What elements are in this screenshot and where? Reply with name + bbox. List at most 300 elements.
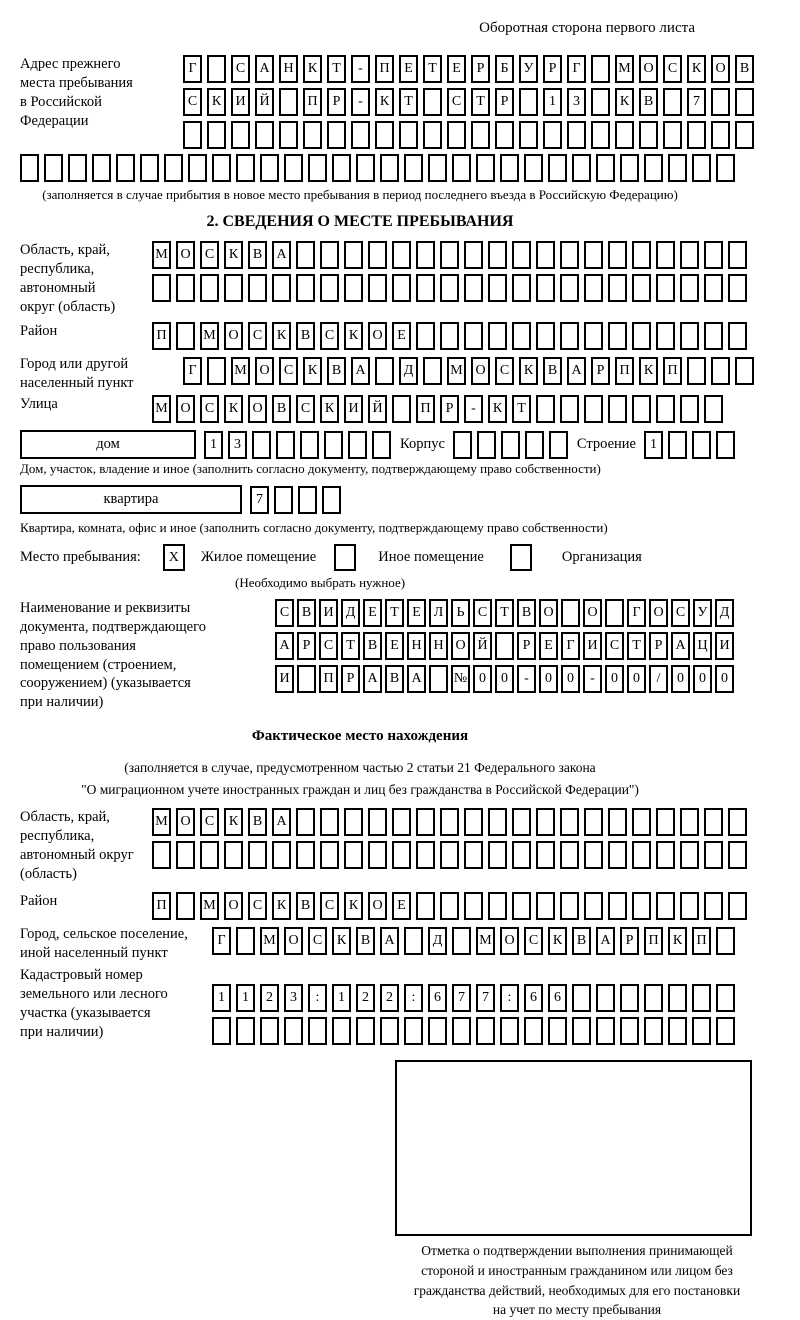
char-cell[interactable] — [567, 121, 586, 149]
char-cell[interactable] — [399, 121, 418, 149]
char-cell[interactable] — [440, 841, 459, 869]
char-cell[interactable] — [68, 154, 87, 182]
char-cell[interactable] — [152, 274, 171, 302]
char-cell[interactable]: В — [363, 632, 382, 660]
char-cell[interactable] — [561, 599, 580, 627]
char-cell[interactable] — [512, 322, 531, 350]
char-cell[interactable] — [632, 808, 651, 836]
char-cell[interactable] — [272, 841, 291, 869]
char-cell[interactable] — [663, 121, 682, 149]
char-cell[interactable]: 0 — [539, 665, 558, 693]
char-cell[interactable] — [704, 322, 723, 350]
char-cell[interactable] — [596, 984, 615, 1012]
char-cell[interactable] — [549, 431, 568, 459]
char-cell[interactable] — [519, 88, 538, 116]
char-cell[interactable] — [452, 1017, 471, 1045]
char-cell[interactable] — [591, 88, 610, 116]
char-cell[interactable]: 0 — [605, 665, 624, 693]
char-cell[interactable]: И — [583, 632, 602, 660]
char-cell[interactable]: П — [375, 55, 394, 83]
char-cell[interactable] — [428, 1017, 447, 1045]
char-cell[interactable] — [584, 808, 603, 836]
char-cell[interactable]: Т — [512, 395, 531, 423]
char-cell[interactable]: И — [344, 395, 363, 423]
char-cell[interactable]: Т — [341, 632, 360, 660]
char-cell[interactable] — [632, 322, 651, 350]
char-cell[interactable] — [447, 121, 466, 149]
char-cell[interactable]: М — [152, 395, 171, 423]
char-cell[interactable]: С — [248, 322, 267, 350]
char-cell[interactable] — [476, 154, 495, 182]
char-cell[interactable] — [416, 241, 435, 269]
char-cell[interactable] — [548, 1017, 567, 1045]
char-cell[interactable] — [735, 121, 754, 149]
char-cell[interactable] — [704, 395, 723, 423]
char-cell[interactable] — [404, 1017, 423, 1045]
char-cell[interactable]: П — [644, 927, 663, 955]
char-cell[interactable] — [656, 241, 675, 269]
char-cell[interactable] — [525, 431, 544, 459]
char-cell[interactable]: А — [272, 241, 291, 269]
char-cell[interactable] — [320, 808, 339, 836]
char-cell[interactable]: Ц — [693, 632, 712, 660]
char-cell[interactable] — [183, 121, 202, 149]
char-cell[interactable] — [639, 121, 658, 149]
char-cell[interactable]: Е — [392, 322, 411, 350]
char-cell[interactable] — [44, 154, 63, 182]
char-cell[interactable] — [572, 984, 591, 1012]
char-cell[interactable] — [632, 241, 651, 269]
char-cell[interactable]: 2 — [356, 984, 375, 1012]
char-cell[interactable]: Н — [407, 632, 426, 660]
char-cell[interactable]: 0 — [561, 665, 580, 693]
char-cell[interactable] — [476, 1017, 495, 1045]
char-cell[interactable]: Е — [407, 599, 426, 627]
char-cell[interactable] — [668, 984, 687, 1012]
char-cell[interactable]: К — [687, 55, 706, 83]
char-cell[interactable] — [332, 1017, 351, 1045]
char-cell[interactable] — [351, 121, 370, 149]
char-cell[interactable] — [248, 841, 267, 869]
char-cell[interactable] — [656, 322, 675, 350]
char-cell[interactable]: М — [200, 892, 219, 920]
char-cell[interactable] — [608, 892, 627, 920]
char-cell[interactable] — [236, 1017, 255, 1045]
char-cell[interactable] — [495, 632, 514, 660]
char-cell[interactable] — [488, 841, 507, 869]
char-cell[interactable]: А — [671, 632, 690, 660]
char-cell[interactable] — [471, 121, 490, 149]
char-cell[interactable] — [536, 892, 555, 920]
char-cell[interactable]: Т — [423, 55, 442, 83]
char-cell[interactable] — [375, 357, 394, 385]
char-cell[interactable] — [560, 892, 579, 920]
char-cell[interactable] — [536, 395, 555, 423]
char-cell[interactable]: А — [255, 55, 274, 83]
char-cell[interactable] — [279, 88, 298, 116]
char-cell[interactable]: К — [332, 927, 351, 955]
char-cell[interactable]: - — [351, 88, 370, 116]
char-cell[interactable]: Р — [440, 395, 459, 423]
char-cell[interactable] — [356, 154, 375, 182]
char-cell[interactable]: Г — [183, 357, 202, 385]
char-cell[interactable] — [488, 892, 507, 920]
char-cell[interactable] — [680, 322, 699, 350]
char-cell[interactable]: 7 — [452, 984, 471, 1012]
char-cell[interactable] — [320, 841, 339, 869]
char-cell[interactable] — [536, 322, 555, 350]
char-cell[interactable] — [368, 841, 387, 869]
char-cell[interactable] — [296, 241, 315, 269]
char-cell[interactable]: В — [297, 599, 316, 627]
char-cell[interactable]: 3 — [284, 984, 303, 1012]
char-cell[interactable]: С — [605, 632, 624, 660]
char-cell[interactable] — [632, 395, 651, 423]
char-cell[interactable]: С — [320, 322, 339, 350]
char-cell[interactable] — [620, 984, 639, 1012]
char-cell[interactable] — [423, 88, 442, 116]
char-cell[interactable]: А — [275, 632, 294, 660]
char-cell[interactable]: 7 — [687, 88, 706, 116]
char-cell[interactable]: 0 — [671, 665, 690, 693]
char-cell[interactable] — [668, 154, 687, 182]
char-cell[interactable] — [212, 1017, 231, 1045]
char-cell[interactable] — [656, 808, 675, 836]
char-cell[interactable]: К — [224, 241, 243, 269]
char-cell[interactable] — [372, 431, 391, 459]
char-cell[interactable] — [453, 431, 472, 459]
char-cell[interactable] — [344, 808, 363, 836]
char-cell[interactable] — [296, 274, 315, 302]
char-cell[interactable] — [560, 841, 579, 869]
char-cell[interactable] — [344, 274, 363, 302]
char-cell[interactable] — [711, 121, 730, 149]
char-cell[interactable]: П — [663, 357, 682, 385]
char-cell[interactable]: А — [351, 357, 370, 385]
char-cell[interactable]: С — [495, 357, 514, 385]
char-cell[interactable]: О — [711, 55, 730, 83]
char-cell[interactable] — [248, 274, 267, 302]
checkbox-residential[interactable]: X — [163, 544, 185, 571]
char-cell[interactable]: Т — [385, 599, 404, 627]
char-cell[interactable] — [200, 841, 219, 869]
char-cell[interactable] — [375, 121, 394, 149]
char-cell[interactable] — [512, 808, 531, 836]
char-cell[interactable]: Д — [428, 927, 447, 955]
char-cell[interactable] — [356, 1017, 375, 1045]
char-cell[interactable]: 1 — [212, 984, 231, 1012]
char-cell[interactable]: Т — [471, 88, 490, 116]
char-cell[interactable] — [692, 1017, 711, 1045]
char-cell[interactable] — [644, 984, 663, 1012]
char-cell[interactable]: О — [500, 927, 519, 955]
char-cell[interactable] — [440, 241, 459, 269]
char-cell[interactable] — [692, 984, 711, 1012]
char-cell[interactable] — [404, 154, 423, 182]
char-cell[interactable] — [416, 808, 435, 836]
char-cell[interactable]: О — [583, 599, 602, 627]
char-cell[interactable]: В — [272, 395, 291, 423]
char-cell[interactable]: 0 — [495, 665, 514, 693]
char-cell[interactable] — [512, 274, 531, 302]
char-cell[interactable]: К — [548, 927, 567, 955]
char-cell[interactable]: В — [248, 241, 267, 269]
char-cell[interactable] — [560, 395, 579, 423]
char-cell[interactable] — [596, 1017, 615, 1045]
char-cell[interactable]: О — [255, 357, 274, 385]
char-cell[interactable]: У — [519, 55, 538, 83]
char-cell[interactable] — [591, 121, 610, 149]
char-cell[interactable]: Г — [183, 55, 202, 83]
char-cell[interactable]: В — [639, 88, 658, 116]
char-cell[interactable]: О — [176, 808, 195, 836]
char-cell[interactable] — [188, 154, 207, 182]
char-cell[interactable] — [716, 1017, 735, 1045]
char-cell[interactable]: О — [368, 322, 387, 350]
char-cell[interactable]: М — [615, 55, 634, 83]
char-cell[interactable] — [716, 431, 735, 459]
char-cell[interactable]: А — [363, 665, 382, 693]
char-cell[interactable]: К — [224, 395, 243, 423]
char-cell[interactable] — [711, 357, 730, 385]
char-cell[interactable] — [735, 357, 754, 385]
char-cell[interactable] — [620, 154, 639, 182]
char-cell[interactable] — [200, 274, 219, 302]
char-cell[interactable] — [680, 395, 699, 423]
char-cell[interactable] — [596, 154, 615, 182]
char-cell[interactable] — [464, 241, 483, 269]
char-cell[interactable] — [477, 431, 496, 459]
char-cell[interactable]: О — [649, 599, 668, 627]
char-cell[interactable]: Р — [649, 632, 668, 660]
char-cell[interactable]: Е — [363, 599, 382, 627]
char-cell[interactable]: В — [543, 357, 562, 385]
char-cell[interactable] — [500, 154, 519, 182]
char-cell[interactable] — [632, 892, 651, 920]
char-cell[interactable]: В — [296, 322, 315, 350]
char-cell[interactable] — [332, 154, 351, 182]
char-cell[interactable] — [524, 1017, 543, 1045]
char-cell[interactable] — [512, 241, 531, 269]
char-cell[interactable]: А — [272, 808, 291, 836]
char-cell[interactable] — [92, 154, 111, 182]
char-cell[interactable]: Д — [715, 599, 734, 627]
char-cell[interactable] — [296, 808, 315, 836]
char-cell[interactable] — [416, 892, 435, 920]
char-cell[interactable] — [440, 808, 459, 836]
char-cell[interactable]: К — [615, 88, 634, 116]
char-cell[interactable]: 6 — [428, 984, 447, 1012]
char-cell[interactable]: К — [224, 808, 243, 836]
char-cell[interactable] — [279, 121, 298, 149]
char-cell[interactable] — [668, 1017, 687, 1045]
char-cell[interactable]: Р — [543, 55, 562, 83]
char-cell[interactable] — [207, 55, 226, 83]
char-cell[interactable] — [680, 892, 699, 920]
char-cell[interactable] — [308, 154, 327, 182]
char-cell[interactable]: Р — [495, 88, 514, 116]
char-cell[interactable]: И — [231, 88, 250, 116]
char-cell[interactable]: М — [200, 322, 219, 350]
char-cell[interactable] — [327, 121, 346, 149]
char-cell[interactable] — [20, 154, 39, 182]
char-cell[interactable] — [680, 841, 699, 869]
char-cell[interactable]: К — [207, 88, 226, 116]
char-cell[interactable]: Р — [620, 927, 639, 955]
char-cell[interactable] — [656, 892, 675, 920]
char-cell[interactable]: И — [275, 665, 294, 693]
char-cell[interactable] — [728, 274, 747, 302]
char-cell[interactable] — [392, 241, 411, 269]
char-cell[interactable]: Т — [327, 55, 346, 83]
char-cell[interactable] — [274, 486, 293, 514]
char-cell[interactable] — [284, 1017, 303, 1045]
char-cell[interactable] — [297, 665, 316, 693]
char-cell[interactable]: В — [735, 55, 754, 83]
char-cell[interactable] — [512, 841, 531, 869]
char-cell[interactable] — [440, 892, 459, 920]
char-cell[interactable] — [728, 892, 747, 920]
char-cell[interactable]: 2 — [260, 984, 279, 1012]
char-cell[interactable] — [687, 121, 706, 149]
char-cell[interactable] — [591, 55, 610, 83]
char-cell[interactable]: П — [319, 665, 338, 693]
char-cell[interactable] — [255, 121, 274, 149]
char-cell[interactable]: О — [176, 395, 195, 423]
char-cell[interactable] — [519, 121, 538, 149]
char-cell[interactable]: А — [380, 927, 399, 955]
char-cell[interactable] — [584, 841, 603, 869]
char-cell[interactable] — [488, 241, 507, 269]
char-cell[interactable]: А — [596, 927, 615, 955]
char-cell[interactable] — [464, 892, 483, 920]
char-cell[interactable]: Е — [447, 55, 466, 83]
char-cell[interactable] — [572, 1017, 591, 1045]
char-cell[interactable] — [548, 154, 567, 182]
char-cell[interactable] — [308, 1017, 327, 1045]
char-cell[interactable]: Н — [279, 55, 298, 83]
char-cell[interactable] — [176, 322, 195, 350]
char-cell[interactable]: Б — [495, 55, 514, 83]
char-cell[interactable]: С — [200, 808, 219, 836]
char-cell[interactable] — [368, 808, 387, 836]
char-cell[interactable]: К — [344, 892, 363, 920]
char-cell[interactable]: С — [296, 395, 315, 423]
char-cell[interactable]: 0 — [473, 665, 492, 693]
char-cell[interactable] — [284, 154, 303, 182]
char-cell[interactable]: Й — [473, 632, 492, 660]
char-cell[interactable]: В — [248, 808, 267, 836]
char-cell[interactable]: - — [583, 665, 602, 693]
char-cell[interactable]: О — [176, 241, 195, 269]
char-cell[interactable] — [464, 322, 483, 350]
char-cell[interactable] — [324, 431, 343, 459]
char-cell[interactable]: К — [344, 322, 363, 350]
char-cell[interactable] — [207, 357, 226, 385]
char-cell[interactable] — [464, 808, 483, 836]
char-cell[interactable]: 6 — [524, 984, 543, 1012]
char-cell[interactable] — [423, 121, 442, 149]
char-cell[interactable] — [584, 322, 603, 350]
char-cell[interactable]: К — [303, 55, 322, 83]
char-cell[interactable] — [452, 154, 471, 182]
char-cell[interactable]: К — [303, 357, 322, 385]
char-cell[interactable] — [608, 841, 627, 869]
char-cell[interactable] — [728, 322, 747, 350]
char-cell[interactable] — [300, 431, 319, 459]
char-cell[interactable] — [584, 395, 603, 423]
char-cell[interactable]: : — [308, 984, 327, 1012]
char-cell[interactable] — [276, 431, 295, 459]
char-cell[interactable] — [536, 241, 555, 269]
char-cell[interactable]: С — [663, 55, 682, 83]
char-cell[interactable] — [416, 841, 435, 869]
char-cell[interactable] — [608, 274, 627, 302]
char-cell[interactable] — [716, 927, 735, 955]
char-cell[interactable]: Р — [517, 632, 536, 660]
char-cell[interactable] — [608, 322, 627, 350]
char-cell[interactable] — [608, 808, 627, 836]
char-cell[interactable]: 1 — [543, 88, 562, 116]
char-cell[interactable] — [728, 241, 747, 269]
char-cell[interactable] — [212, 154, 231, 182]
char-cell[interactable]: С — [320, 892, 339, 920]
char-cell[interactable]: С — [473, 599, 492, 627]
char-cell[interactable]: В — [356, 927, 375, 955]
char-cell[interactable] — [501, 431, 520, 459]
char-cell[interactable]: К — [639, 357, 658, 385]
char-cell[interactable]: 1 — [204, 431, 223, 459]
char-cell[interactable]: П — [152, 892, 171, 920]
char-cell[interactable]: Р — [341, 665, 360, 693]
char-cell[interactable]: / — [649, 665, 668, 693]
char-cell[interactable] — [440, 274, 459, 302]
char-cell[interactable]: С — [447, 88, 466, 116]
char-cell[interactable] — [704, 808, 723, 836]
char-cell[interactable] — [668, 431, 687, 459]
char-cell[interactable] — [260, 1017, 279, 1045]
char-cell[interactable]: К — [272, 892, 291, 920]
char-cell[interactable]: Т — [627, 632, 646, 660]
char-cell[interactable] — [392, 274, 411, 302]
char-cell[interactable] — [488, 274, 507, 302]
char-cell[interactable]: М — [447, 357, 466, 385]
char-cell[interactable] — [224, 274, 243, 302]
char-cell[interactable]: К — [272, 322, 291, 350]
char-cell[interactable]: В — [296, 892, 315, 920]
char-cell[interactable]: 0 — [693, 665, 712, 693]
char-cell[interactable]: М — [260, 927, 279, 955]
char-cell[interactable]: У — [693, 599, 712, 627]
char-cell[interactable]: В — [385, 665, 404, 693]
char-cell[interactable] — [692, 431, 711, 459]
char-cell[interactable]: П — [416, 395, 435, 423]
char-cell[interactable] — [176, 892, 195, 920]
char-cell[interactable]: К — [519, 357, 538, 385]
char-cell[interactable]: С — [279, 357, 298, 385]
char-cell[interactable] — [524, 154, 543, 182]
char-cell[interactable] — [164, 154, 183, 182]
char-cell[interactable] — [704, 892, 723, 920]
char-cell[interactable]: С — [524, 927, 543, 955]
char-cell[interactable]: Г — [212, 927, 231, 955]
char-cell[interactable] — [560, 322, 579, 350]
char-cell[interactable] — [320, 274, 339, 302]
char-cell[interactable] — [536, 841, 555, 869]
char-cell[interactable] — [260, 154, 279, 182]
char-cell[interactable]: : — [404, 984, 423, 1012]
char-cell[interactable]: : — [500, 984, 519, 1012]
